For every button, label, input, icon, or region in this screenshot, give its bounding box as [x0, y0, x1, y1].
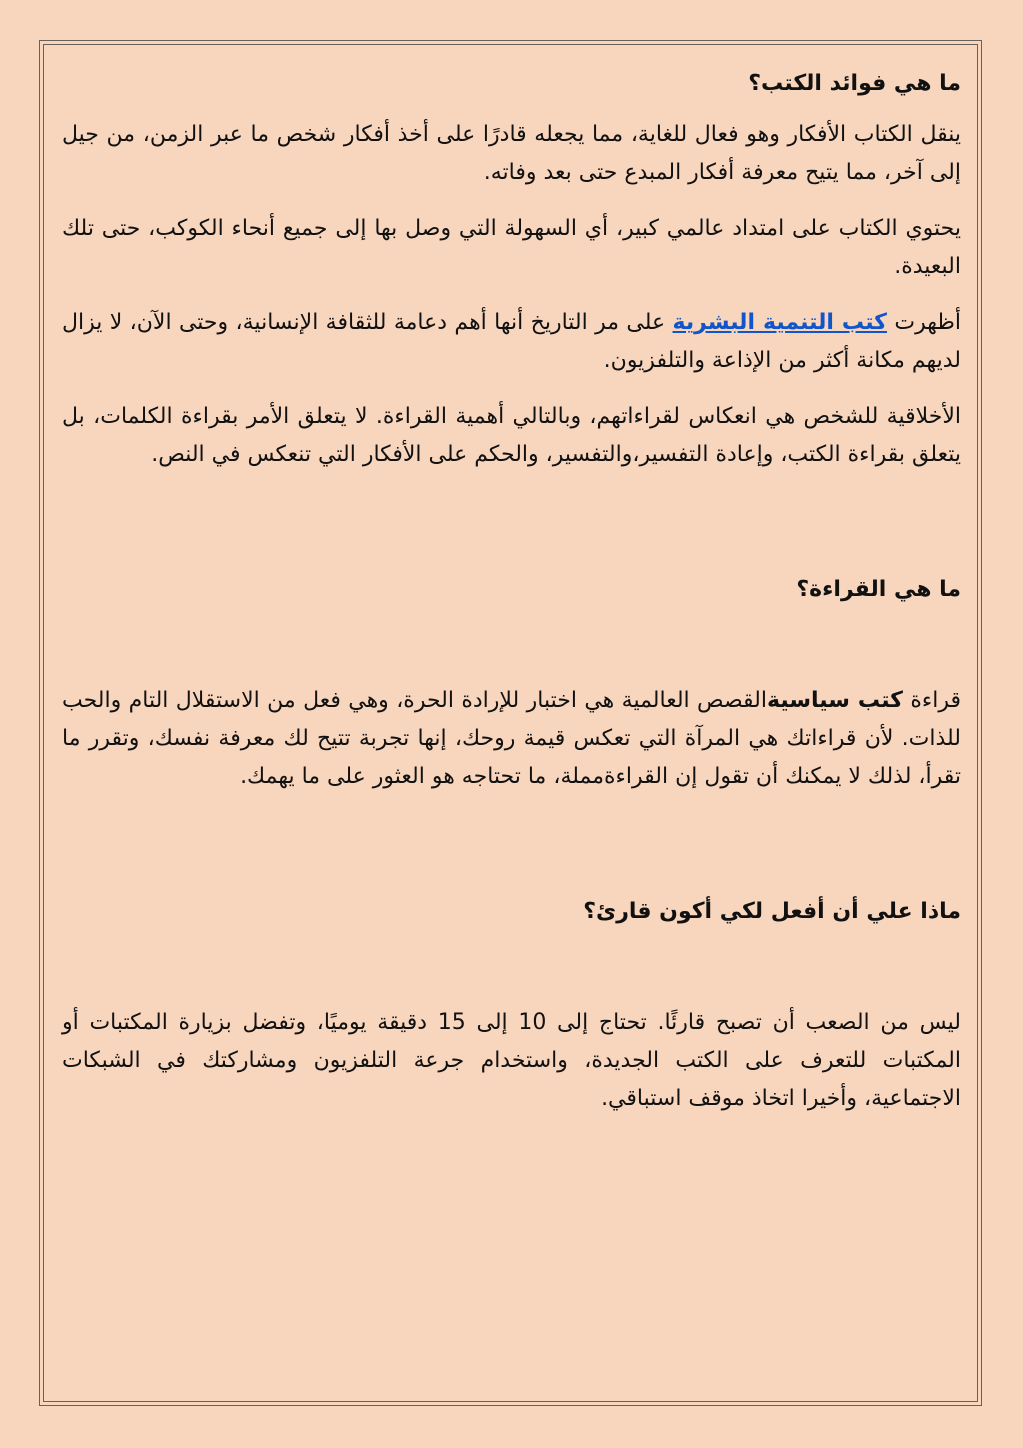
- heading-what-is-reading: ما هي القراءة؟: [796, 577, 961, 602]
- heading-how-to-be-reader: ماذا علي أن أفعل لكي أكون قارئ؟: [583, 899, 961, 924]
- paragraph-becoming-reader: ليس من الصعب أن تصبح قارئًا. تحتاج إلى 10 إلى 15 دقيقة يوميًا، وتفضل بزيارة المكتبات أو المكتبات للتعرف على الكتب الجديدة، واستخدام جرعة التلفزيون ومشاركتك في الشبكات الاجتماعية، وأخيرا اتخاذ موقف استباقي.: [62, 1010, 961, 1111]
- paragraph-text-start: أظهرت: [886, 310, 961, 335]
- human-development-books-link[interactable]: كتب التنمية البشرية: [672, 310, 887, 335]
- paragraph-text-start: قراءة: [902, 688, 961, 713]
- paragraph-text-end: القصص العالمية هي اختبار للإرادة الحرة، وهي فعل من الاستقلال التام والحب للذات. لأن قراءاتك هي المرآة التي تعكس قيمة روحك، إنها تجربة تتيح لك معرفة نفسك، وتقرر ما تقرأ، لذلك لا يمكنك أن تقول إن القراءةمملة، ما تحتاجه هو العثور على ما يهمك.: [62, 688, 961, 789]
- paragraph-book-transfers-ideas: ينقل الكتاب الأفكار وهو فعال للغاية، مما يجعله قادرًا على أخذ أفكار شخص ما عبر الزمن، من جيل إلى آخر، مما يتيح معرفة أفكار المبدع حتى بعد وفاته.: [62, 122, 961, 185]
- paragraph-text-end: على مر التاريخ أنها أهم دعامة للثقافة الإنسانية، وحتى الآن، لا يزال لديهم مكانة أكثر من الإذاعة والتلفزيون.: [62, 310, 961, 373]
- paragraph-human-development-books: [62, 304, 961, 380]
- heading-book-benefits: ما هي فوائد الكتب؟: [748, 71, 961, 96]
- document-body: [62, 60, 961, 1118]
- political-books-bold: كتب سياسية: [767, 688, 903, 713]
- paragraph-reading-ethics: الأخلاقية للشخص هي انعكاس لقراءاتهم، وبالتالي أهمية القراءة. لا يتعلق الأمر بقراءة الكلمات، بل يتعلق بقراءة الكتب، وإعادة التفسير،والتفسير، والحكم على الأفكار التي تنعكس في النص.: [62, 404, 961, 467]
- paragraph-reading-free-will: [62, 682, 961, 796]
- paragraph-book-global-reach: يحتوي الكتاب على امتداد عالمي كبير، أي السهولة التي وصل بها إلى جميع أنحاء الكوكب، حتى تلك البعيدة.: [62, 216, 961, 279]
